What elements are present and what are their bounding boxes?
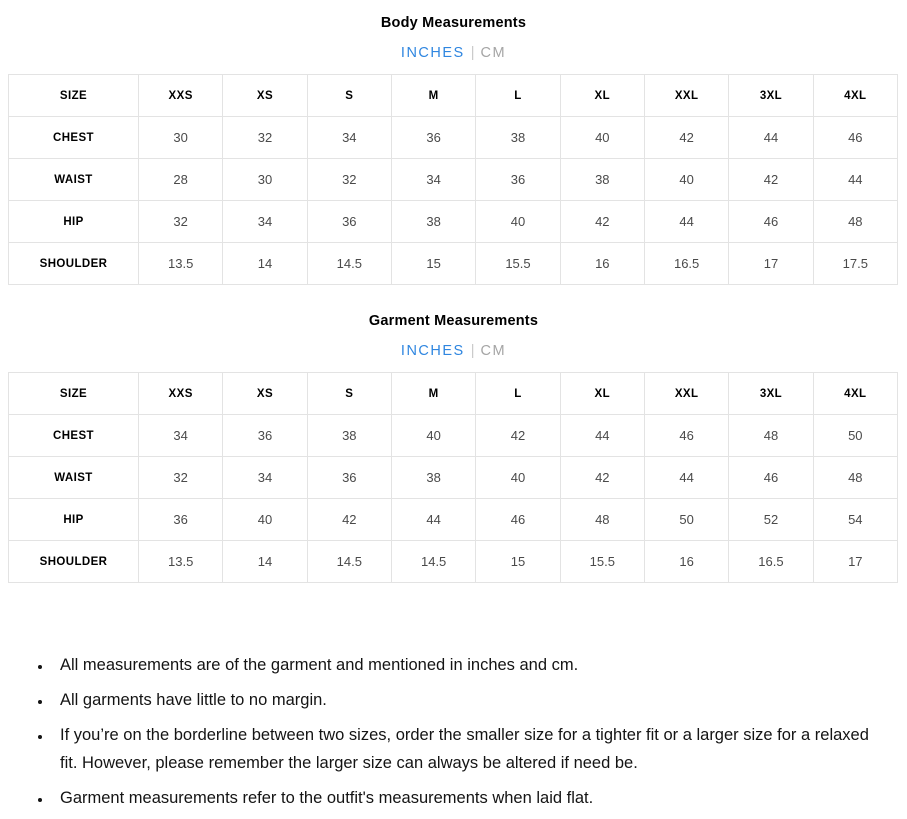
measurement-cell: 13.5: [139, 541, 223, 583]
measurement-cell: 44: [729, 117, 813, 159]
note-item: • Garment measurements refer to the outfit's measurements when laid flat.: [52, 784, 881, 812]
measurement-cell: 16: [644, 541, 728, 583]
measurement-cell: 32: [139, 201, 223, 243]
unit-separator: |: [470, 343, 475, 359]
measurement-cell: 40: [560, 117, 644, 159]
column-header-xl: XL: [560, 373, 644, 415]
measurement-cell: 44: [560, 415, 644, 457]
row-label-waist: WAIST: [9, 159, 139, 201]
table-row: [9, 159, 898, 201]
measurement-cell: 17.5: [813, 243, 897, 285]
measurement-cell: 42: [560, 457, 644, 499]
measurement-cell: 40: [476, 457, 560, 499]
measurement-cell: 46: [729, 201, 813, 243]
measurement-cell: 13.5: [139, 243, 223, 285]
body-measurements-section: [0, 15, 907, 285]
measurement-cell: 34: [307, 117, 391, 159]
column-header-4xl: 4XL: [813, 75, 897, 117]
measurement-cell: 44: [644, 457, 728, 499]
measurement-cell: 42: [644, 117, 728, 159]
garment-measurements-section: [0, 313, 907, 583]
table-row: [9, 415, 898, 457]
measurement-cell: 32: [223, 117, 307, 159]
row-label-shoulder: SHOULDER: [9, 541, 139, 583]
unit-toggle-garment: [0, 343, 907, 359]
cm-toggle[interactable]: CM: [480, 45, 507, 61]
cm-toggle[interactable]: CM: [480, 343, 507, 359]
column-header-xxs: XXS: [139, 373, 223, 415]
garment-measurements-title: Garment Measurements: [368, 313, 539, 329]
measurement-cell: 44: [644, 201, 728, 243]
unit-toggle-body: [0, 45, 907, 61]
measurement-cell: 36: [139, 499, 223, 541]
measurement-cell: 15.5: [560, 541, 644, 583]
measurement-cell: 16: [560, 243, 644, 285]
body-measurements-table: [8, 74, 898, 285]
measurement-cell: 40: [223, 499, 307, 541]
measurement-cell: 46: [644, 415, 728, 457]
row-label-shoulder: SHOULDER: [9, 243, 139, 285]
measurement-cell: 42: [307, 499, 391, 541]
inches-toggle[interactable]: INCHES: [400, 45, 465, 61]
measurement-cell: 48: [813, 201, 897, 243]
column-header-m: M: [391, 373, 475, 415]
measurement-cell: 14: [223, 541, 307, 583]
measurement-cell: 36: [223, 415, 307, 457]
measurement-cell: 32: [139, 457, 223, 499]
garment-measurements-table: [8, 372, 898, 583]
measurement-cell: 15: [391, 243, 475, 285]
measurement-cell: 48: [560, 499, 644, 541]
row-label-hip: HIP: [9, 499, 139, 541]
measurement-cell: 14: [223, 243, 307, 285]
header-row: [9, 75, 898, 117]
table-row: [9, 457, 898, 499]
column-header-m: M: [391, 75, 475, 117]
row-label-hip: HIP: [9, 201, 139, 243]
measurement-cell: 38: [476, 117, 560, 159]
measurement-cell: 30: [139, 117, 223, 159]
table-row: [9, 201, 898, 243]
body-measurements-title: Body Measurements: [380, 15, 527, 31]
column-header-xs: XS: [223, 373, 307, 415]
table-row: [9, 117, 898, 159]
column-header-xxs: XXS: [139, 75, 223, 117]
measurement-cell: 36: [476, 159, 560, 201]
column-header-3xl: 3XL: [729, 373, 813, 415]
unit-separator: |: [470, 45, 475, 61]
note-item: • If you’re on the borderline between two sizes, order the smaller size for a tighter fit or a larger size for a relaxed fit. However, please remember the larger size can always be altered if need be.: [52, 721, 881, 777]
measurement-cell: 44: [813, 159, 897, 201]
table-row: [9, 243, 898, 285]
measurement-cell: 17: [813, 541, 897, 583]
row-label-waist: WAIST: [9, 457, 139, 499]
column-header-l: L: [476, 373, 560, 415]
measurement-cell: 36: [391, 117, 475, 159]
measurement-cell: 46: [729, 457, 813, 499]
note-item: • All garments have little to no margin.: [52, 686, 881, 714]
measurement-cell: 14.5: [391, 541, 475, 583]
column-header-l: L: [476, 75, 560, 117]
measurement-cell: 48: [729, 415, 813, 457]
notes-list: [30, 651, 881, 812]
table-row: [9, 541, 898, 583]
measurement-cell: 36: [307, 201, 391, 243]
measurement-cell: 34: [223, 201, 307, 243]
measurement-cell: 14.5: [307, 243, 391, 285]
measurement-cell: 38: [391, 201, 475, 243]
measurement-cell: 40: [476, 201, 560, 243]
measurement-cell: 34: [139, 415, 223, 457]
measurement-cell: 48: [813, 457, 897, 499]
section-gap: [0, 285, 907, 313]
column-header-xl: XL: [560, 75, 644, 117]
measurement-cell: 36: [307, 457, 391, 499]
measurement-cell: 50: [644, 499, 728, 541]
measurement-cell: 52: [729, 499, 813, 541]
column-header-xs: XS: [223, 75, 307, 117]
row-label-chest: CHEST: [9, 415, 139, 457]
measurement-cell: 54: [813, 499, 897, 541]
measurement-cell: 34: [223, 457, 307, 499]
measurement-cell: 32: [307, 159, 391, 201]
header-row: [9, 373, 898, 415]
measurement-cell: 46: [476, 499, 560, 541]
column-header-size: SIZE: [9, 75, 139, 117]
measurement-cell: 38: [307, 415, 391, 457]
table-row: [9, 499, 898, 541]
measurement-cell: 42: [560, 201, 644, 243]
measurement-cell: 38: [560, 159, 644, 201]
column-header-size: SIZE: [9, 373, 139, 415]
measurement-cell: 16.5: [729, 541, 813, 583]
measurement-cell: 38: [391, 457, 475, 499]
measurement-cell: 14.5: [307, 541, 391, 583]
column-header-s: S: [307, 373, 391, 415]
column-header-xxl: XXL: [644, 373, 728, 415]
measurement-cell: 30: [223, 159, 307, 201]
measurement-cell: 40: [644, 159, 728, 201]
measurement-cell: 44: [391, 499, 475, 541]
column-header-s: S: [307, 75, 391, 117]
measurement-cell: 42: [476, 415, 560, 457]
measurement-cell: 15.5: [476, 243, 560, 285]
measurement-cell: 40: [391, 415, 475, 457]
inches-toggle[interactable]: INCHES: [400, 343, 465, 359]
column-header-xxl: XXL: [644, 75, 728, 117]
column-header-3xl: 3XL: [729, 75, 813, 117]
row-label-chest: CHEST: [9, 117, 139, 159]
measurement-cell: 34: [391, 159, 475, 201]
measurement-cell: 50: [813, 415, 897, 457]
column-header-4xl: 4XL: [813, 373, 897, 415]
measurement-cell: 28: [139, 159, 223, 201]
measurement-cell: 15: [476, 541, 560, 583]
measurement-cell: 46: [813, 117, 897, 159]
measurement-cell: 17: [729, 243, 813, 285]
measurement-cell: 42: [729, 159, 813, 201]
measurement-cell: 16.5: [644, 243, 728, 285]
note-item: • All measurements are of the garment and mentioned in inches and cm.: [52, 651, 881, 679]
